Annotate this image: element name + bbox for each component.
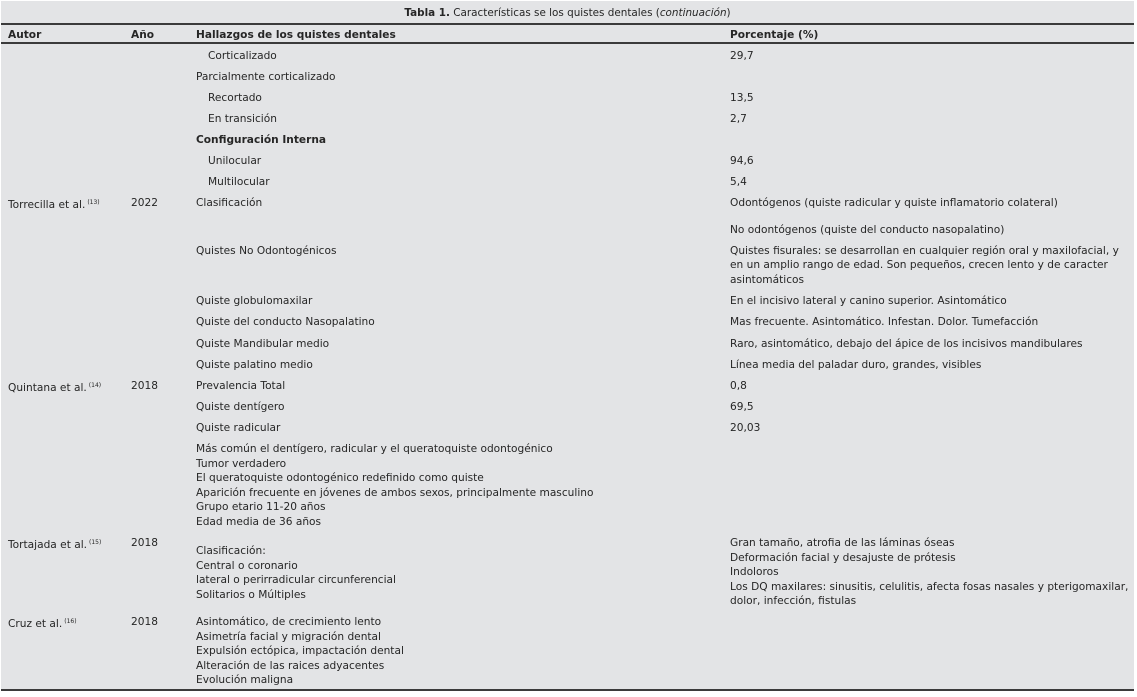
porcentaje-line: dolor, infección, fistulas [730, 595, 857, 607]
porcentaje-line: Indoloros [730, 566, 779, 578]
hallazgo-cell: Quistes No Odontogénicos [196, 245, 337, 257]
author-name: Quintana et al. [8, 382, 87, 394]
header-hallazgos: Hallazgos de los quistes dentales [196, 29, 396, 41]
hallazgo-section-heading: Configuración Interna [196, 134, 327, 146]
hallazgo-line: Clasificación: [196, 545, 266, 557]
porcentaje-cell: 29,7 [730, 50, 754, 62]
header-anio: Año [131, 29, 155, 41]
porcentaje-cell: 20,03 [730, 422, 761, 434]
reference-number: (13) [87, 199, 100, 206]
author-cell [8, 536, 101, 552]
reference-number: (14) [88, 382, 102, 389]
porcentaje-line: Gran tamaño, atrofia de las láminas óseas [730, 537, 955, 549]
note-line: El queratoquiste odontogénico redefinido como quiste [196, 472, 484, 484]
table-bottom-rule [1, 689, 1134, 691]
hallazgo-line: Asintomático, de crecimiento lento [196, 616, 382, 628]
porcentaje-cell: Odontógenos (quiste radicular y quiste inflamatorio colateral) [730, 197, 1058, 209]
note-line: Tumor verdadero [196, 457, 287, 470]
hallazgo-cell: Quiste Mandibular medio [196, 338, 330, 350]
caption-text: Características se los quistes dentales ( [449, 7, 660, 19]
porcentaje-cell: Raro, asintomático, debajo del ápice de los incisivos mandibulares [730, 338, 1083, 350]
author-cell [8, 615, 77, 631]
hallazgo-line: Central o coronario [196, 559, 298, 572]
header-porcentaje: Porcentaje (%) [730, 29, 819, 41]
porcentaje-cell: 69,5 [730, 401, 754, 413]
note-line: Edad media de 36 años [196, 515, 322, 528]
title-divider [1, 23, 1134, 25]
porcentaje-cell: Mas frecuente. Asintomático. Infestan. Dolor. Tumefacción [730, 316, 1039, 328]
hallazgo-line: Expulsión ectópica, impactación dental [196, 645, 404, 657]
porcentaje-cell: 0,8 [730, 380, 747, 392]
reference-number: (15) [89, 539, 102, 546]
porcentaje-cell: En el incisivo lateral y canino superior. Asintomático [730, 295, 1007, 307]
hallazgo-cell: Quiste palatino medio [196, 359, 313, 371]
header-autor: Autor [8, 29, 42, 41]
hallazgo-cell: En transición [208, 113, 277, 125]
porcentaje-line: Los DQ maxilares: sinusitis, celulitis, afecta fosas nasales y pterigomaxilar, [730, 580, 1129, 593]
porcentaje-cell: Línea media del paladar duro, grandes, visibles [730, 359, 982, 371]
porcentaje-cell: 2,7 [730, 113, 747, 125]
hallazgo-line: Evolución maligna [196, 674, 294, 686]
hallazgo-line: Asimetría facial y migración dental [196, 630, 381, 643]
hallazgo-cell: Multilocular [208, 176, 270, 188]
porcentaje-cell: No odontógenos (quiste del conducto nasopalatino) [730, 224, 1005, 236]
year-cell: 2018 [131, 616, 158, 628]
caption-suffix: ) [726, 7, 731, 19]
note-line: Más común el dentígero, radicular y el queratoquiste odontogénico [196, 443, 553, 455]
hallazgo-cell: Prevalencia Total [196, 380, 286, 392]
author-name: Tortajada et al. [8, 539, 88, 551]
hallazgo-line: Solitarios o Múltiples [196, 588, 306, 601]
header-divider [1, 42, 1134, 44]
hallazgo-cell: Quiste radicular [196, 422, 281, 434]
hallazgo-cell: Unilocular [208, 155, 262, 167]
hallazgo-cell: Quiste del conducto Nasopalatino [196, 316, 375, 328]
porcentaje-line: Deformación facial y desajuste de prótesis [730, 551, 956, 564]
note-line: Grupo etario 11-20 años [196, 501, 326, 513]
hallazgo-line: lateral o perirradicular circunferencial [196, 574, 396, 586]
year-cell: 2018 [131, 537, 158, 549]
year-cell: 2022 [131, 197, 158, 209]
table-caption [1, 1, 1134, 23]
reference-number: (16) [64, 618, 77, 625]
porcentaje-cell: 13,5 [730, 92, 754, 104]
hallazgo-cell: Corticalizado [208, 50, 277, 62]
hallazgo-cell: Quiste globulomaxilar [196, 295, 313, 307]
year-cell: 2018 [131, 380, 158, 392]
hallazgo-cell: Parcialmente corticalizado [196, 71, 336, 83]
caption-label: Tabla 1. [404, 7, 450, 19]
porcentaje-cell: Quistes fisurales: se desarrollan en cualquier región oral y maxilofacial, y en un amplio rango de edad. Son pequeños, crecen lento y de caracter asintomáticos [730, 245, 1119, 286]
caption-continuation: continuación [659, 7, 727, 19]
author-cell [8, 379, 101, 395]
author-name: Torrecilla et al. [8, 199, 86, 211]
porcentaje-cell: 5,4 [730, 176, 747, 188]
author-cell [8, 196, 100, 212]
porcentaje-cell: 94,6 [730, 155, 754, 167]
hallazgo-cell: Clasificación [196, 197, 263, 209]
hallazgo-cell: Recortado [208, 92, 262, 104]
author-name: Cruz et al. [8, 618, 63, 630]
hallazgo-line: Alteración de las raices adyacentes [196, 659, 385, 672]
note-line: Aparición frecuente en jóvenes de ambos sexos, principalmente masculino [196, 486, 594, 499]
table-container [1, 1, 1134, 691]
hallazgo-cell: Quiste dentígero [196, 401, 285, 413]
